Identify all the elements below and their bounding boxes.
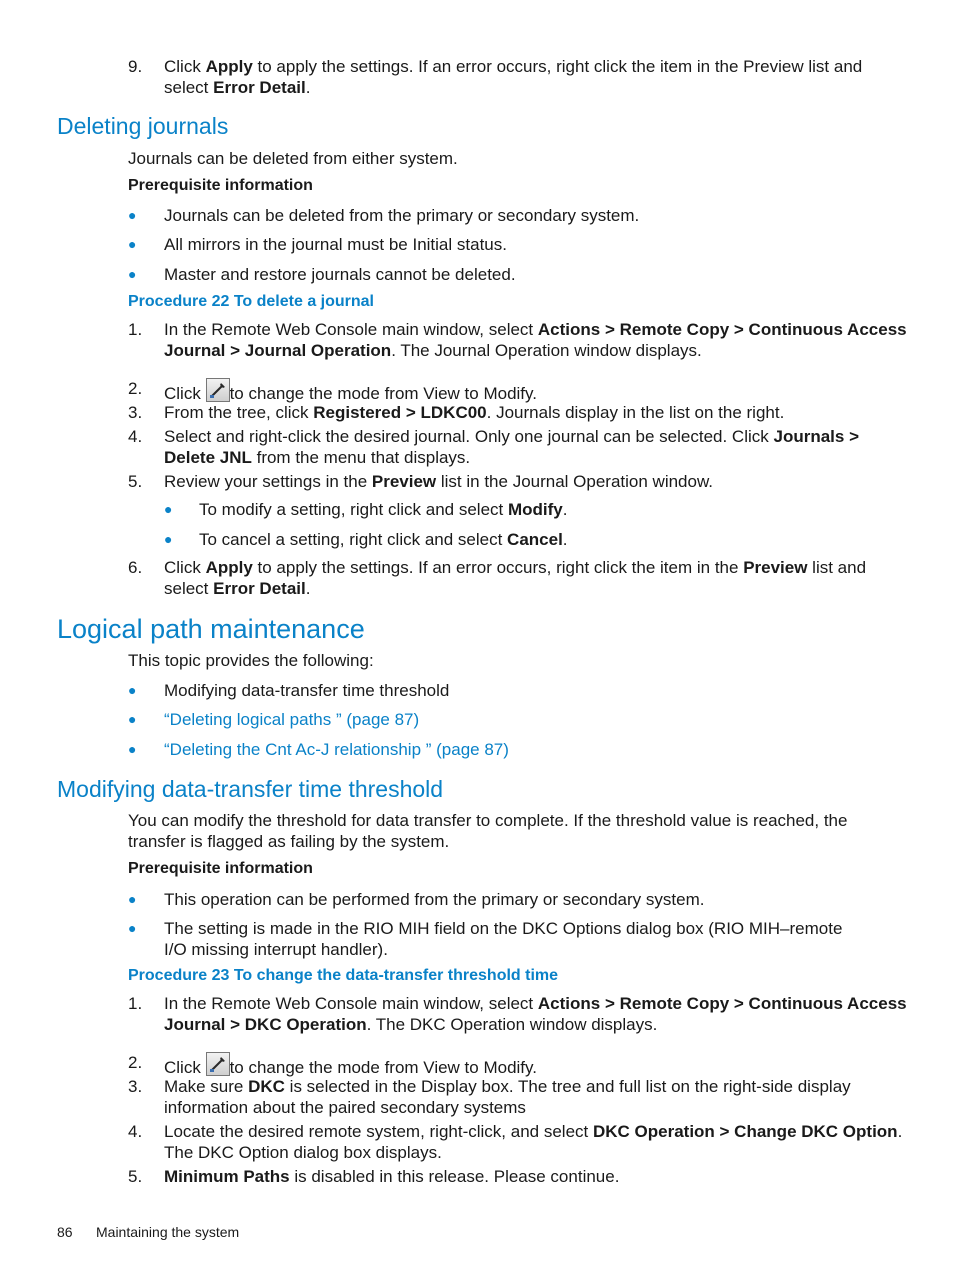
page-number: 86 (57, 1224, 73, 1240)
list-item: Master and restore journals cannot be deleted. (164, 265, 516, 284)
step-text: Locate the desired remote system, right-click, and select DKC Operation > Change DKC Option. (164, 1122, 903, 1141)
step-text: Journal > DKC Operation. The DKC Operation window displays. (164, 1015, 658, 1034)
step-number: 4. (128, 427, 143, 446)
bullet-icon: ● (128, 236, 137, 252)
bullet-icon: ● (128, 207, 137, 223)
paragraph: transfer is flagged as failing by the system. (128, 832, 450, 851)
step-text: The DKC Option dialog box displays. (164, 1143, 442, 1162)
list-item: Modifying data-transfer time threshold (164, 681, 450, 700)
list-item: To cancel a setting, right click and select Cancel. (199, 530, 568, 549)
paragraph: Journals can be deleted from either system. (128, 149, 458, 168)
procedure-title: Procedure 23 To change the data-transfer threshold time (128, 967, 559, 984)
chapter-heading: Logical path maintenance (57, 614, 365, 644)
list-item: Journals can be deleted from the primary or secondary system. (164, 206, 640, 225)
bullet-icon: ● (128, 891, 137, 907)
paragraph: You can modify the threshold for data transfer to complete. If the threshold value is reached, the (128, 811, 848, 830)
step-text: Click to change the mode from View to Modify. (164, 378, 537, 404)
link-deleting-cnt-acj-relationship[interactable]: “Deleting the Cnt Ac-J relationship ” (page 87) (164, 740, 509, 759)
step-text: In the Remote Web Console main window, select Actions > Remote Copy > Continuous Access (164, 320, 907, 339)
bullet-icon: ● (164, 501, 173, 517)
step-number: 6. (128, 558, 143, 577)
step-number: 1. (128, 994, 143, 1013)
section-heading: Deleting journals (57, 113, 229, 139)
list-item: All mirrors in the journal must be Initial status. (164, 235, 507, 254)
step-text: Minimum Paths is disabled in this release. Please continue. (164, 1167, 620, 1186)
step-text: select Error Detail. (164, 78, 311, 97)
step-text: Journal > Journal Operation. The Journal Operation window displays. (164, 341, 702, 360)
bullet-icon: ● (128, 711, 137, 727)
step-number: 2. (128, 1053, 143, 1072)
step-number: 5. (128, 472, 143, 491)
bullet-icon: ● (128, 266, 137, 282)
modify-mode-icon (206, 378, 230, 402)
bullet-icon: ● (164, 531, 173, 547)
step-number: 2. (128, 379, 143, 398)
list-item: To modify a setting, right click and select Modify. (199, 500, 568, 519)
step-text: In the Remote Web Console main window, select Actions > Remote Copy > Continuous Access (164, 994, 907, 1013)
list-item: This operation can be performed from the primary or secondary system. (164, 890, 705, 909)
list-item: I/O missing interrupt handler). (164, 940, 388, 959)
step-text: Click Apply to apply the settings. If an error occurs, right click the item in the Preview list and (164, 57, 863, 76)
step-number: 9. (128, 57, 143, 76)
bullet-icon: ● (128, 682, 137, 698)
step-number: 3. (128, 1077, 143, 1096)
bullet-icon: ● (128, 920, 137, 936)
list-item: The setting is made in the RIO MIH field on the DKC Options dialog box (RIO MIH–remote (164, 919, 843, 938)
procedure-title: Procedure 22 To delete a journal (128, 293, 374, 310)
section-heading: Modifying data-transfer time threshold (57, 776, 444, 802)
step-text: Select and right-click the desired journal. Only one journal can be selected. Click Journals > (164, 427, 860, 446)
step-number: 4. (128, 1122, 143, 1141)
step-text: From the tree, click Registered > LDKC00. Journals display in the list on the right. (164, 403, 785, 422)
step-text: Review your settings in the Preview list in the Journal Operation window. (164, 472, 714, 491)
step-text: Delete JNL from the menu that displays. (164, 448, 471, 467)
step-text: Click to change the mode from View to Modify. (164, 1052, 537, 1078)
step-text: Click Apply to apply the settings. If an error occurs, right click the item in the Preview list and (164, 558, 867, 577)
prerequisite-label: Prerequisite information (128, 177, 313, 194)
step-text: information about the paired secondary systems (164, 1098, 526, 1117)
modify-mode-icon (206, 1052, 230, 1076)
step-text: select Error Detail. (164, 579, 311, 598)
step-text: Make sure DKC is selected in the Display box. The tree and full list on the right-side display (164, 1077, 851, 1096)
prerequisite-label: Prerequisite information (128, 860, 313, 877)
bullet-icon: ● (128, 741, 137, 757)
link-deleting-logical-paths[interactable]: “Deleting logical paths ” (page 87) (164, 710, 420, 729)
footer-section: Maintaining the system (96, 1224, 240, 1240)
step-number: 1. (128, 320, 143, 339)
step-number: 5. (128, 1167, 143, 1186)
paragraph: This topic provides the following: (128, 651, 374, 670)
step-number: 3. (128, 403, 143, 422)
